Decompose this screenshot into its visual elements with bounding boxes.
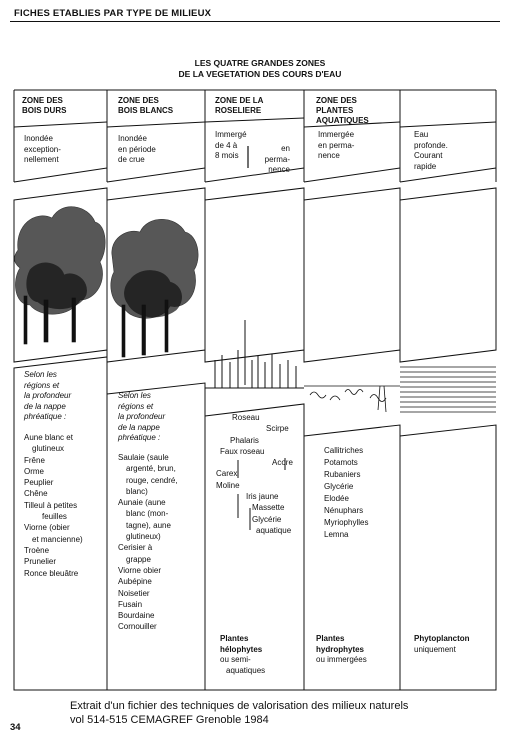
open-water-illustration — [400, 367, 496, 412]
zone-2-plant-list: Saulaie (saule argenté, brun, rouge, cendré, blanc) Aunaie (aune blanc (mon- tagne), aune glutineux) Cerisier à grappe Viorne obier Aubépine Noisetier Fusain Bourdaine Cornouiller — [118, 453, 178, 632]
zone-3-condition-left: Immergé de 4 à 8 mois — [215, 130, 247, 160]
zone-1-condition: Inondée exception- nellement — [24, 134, 61, 164]
diagram-title-line-2: DE LA VEGETATION DES COURS D'EAU — [178, 69, 342, 79]
zone-1-region-note: Selon les régions et la profondeur de la nappe phréatique : — [24, 370, 72, 421]
hardwood-trees-illustration — [15, 207, 106, 344]
zone-3-name: ZONE DE LA ROSELIERE — [215, 96, 264, 115]
zone-1-plant-list: Aune blanc et glutineux Frêne Orme Peuplier Chêne Tilleul à petites feuilles Viorne (obier et mancienne) Troène Prunelier Ronce bleuâtre — [24, 433, 83, 578]
zone-3-plant-list: Roseau Scirpe Phalaris Faux roseau Acore Carex Moline Iris jaune Massette Glycérie aquatique — [216, 413, 293, 535]
page-header: FICHES ETABLIES PAR TYPE DE MILIEUX — [14, 8, 212, 19]
zone-2-name: ZONE DES BOIS BLANCS — [118, 96, 174, 115]
reed-bed-illustration — [205, 320, 304, 388]
zone-5-condition: Eau profonde. Courant rapide — [414, 130, 448, 171]
softwood-trees-illustration — [111, 219, 198, 357]
zone-1-name: ZONE DES BOIS DURS — [22, 96, 67, 115]
page-number: 34 — [10, 722, 21, 733]
zone-3-plant-type: Plantes hélophytes ou semi- aquatiques — [220, 634, 266, 675]
zone-2-region-note: Selon les régions et la profondeur de la nappe phréatique : — [118, 391, 166, 442]
zone-2-condition: Inondée en période de crue — [118, 134, 156, 164]
zone-4-plant-type: Plantes hydrophytes ou immergées — [316, 634, 367, 664]
zone-4-name: ZONE DES PLANTES AQUATIQUES — [316, 96, 369, 125]
zone-3-condition-right: en perma- nence — [264, 144, 290, 174]
zone-4-condition: Immergée en perma- nence — [318, 130, 355, 160]
source-caption: Extrait d'un fichier des techniques de valorisation des milieux naturels vol 514-515 CEMAGREF Grenoble 1984 — [70, 700, 409, 726]
zone-4-plant-list: Callitriches Potamots Rubaniers Glycérie Elodée Nénuphars Myriophylles Lemna — [324, 446, 369, 539]
zone-5-plant-type: Phytoplancton uniquement — [414, 634, 470, 654]
diagram-title-line-1: LES QUATRE GRANDES ZONES — [194, 58, 326, 68]
aquatic-plants-illustration — [304, 386, 400, 412]
